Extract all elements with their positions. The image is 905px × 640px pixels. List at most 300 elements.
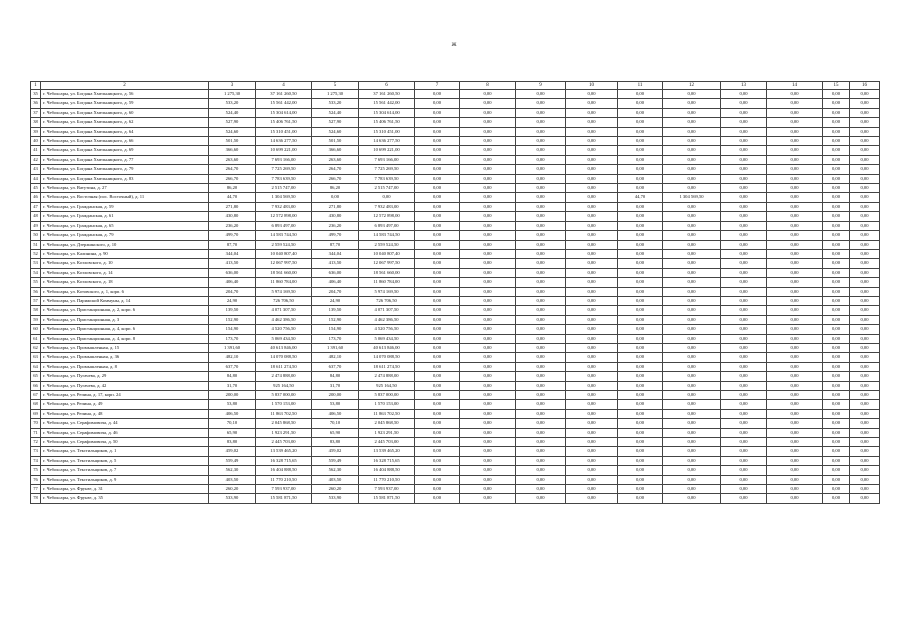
value-cell: 0,00 [415,146,460,155]
page-number: ж [451,40,457,48]
value-cell: 0,00 [721,184,767,193]
value-cell: 83,80 [209,438,256,447]
value-cell: 173,70 [312,334,359,343]
value-cell: 0,00 [566,249,618,258]
value-cell: 0,00 [663,409,721,418]
value-cell: 0,00 [663,325,721,334]
value-cell: 0,00 [460,315,516,324]
row-number-cell: 73 [31,447,41,456]
value-cell: 1 304 569,50 [663,193,721,202]
value-cell: 0,00 [767,362,823,371]
value-cell: 0,00 [850,221,880,230]
value-cell: 0,00 [850,409,880,418]
value-cell: 0,00 [823,343,850,352]
value-cell: 0,00 [415,475,460,484]
value-cell: 0,00 [823,494,850,503]
table-row [31,325,880,334]
table-row [31,118,880,127]
value-cell: 0,00 [566,306,618,315]
value-cell: 0,00 [823,212,850,221]
value-cell: 0,00 [850,165,880,174]
value-cell: 0,00 [823,334,850,343]
value-cell: 0,00 [663,447,721,456]
value-cell: 0,00 [850,240,880,249]
value-cell: 154,90 [312,325,359,334]
value-cell: 0,00 [767,165,823,174]
value-cell: 0,00 [516,202,566,211]
value-cell: 0,00 [823,428,850,437]
value-cell: 0,00 [850,184,880,193]
value-cell: 0,00 [850,137,880,146]
value-cell: 0,00 [721,155,767,164]
value-cell: 24,90 [209,296,256,305]
value-cell: 7 932 483,00 [256,202,312,211]
address-cell: г. Чебоксары, ул. Серафимовича, д. 46 [41,428,209,437]
column-number-cell: 14 [767,82,823,90]
value-cell: 0,00 [415,118,460,127]
address-cell: г. Чебоксары, ул. Богдана Хмельницкого, д. 60 [41,108,209,117]
column-number-cell: 3 [209,82,256,90]
value-cell: 459,02 [312,447,359,456]
value-cell: 0,00 [663,438,721,447]
value-cell: 7 783 639,50 [256,174,312,183]
value-cell: 0,00 [850,306,880,315]
value-cell: 0,00 [516,428,566,437]
value-cell: 0,00 [721,174,767,183]
value-cell: 0,00 [460,146,516,155]
value-cell: 15 561 442,00 [256,99,312,108]
value-cell: 264,70 [312,165,359,174]
value-cell: 0,00 [618,466,663,475]
value-cell: 1 923 291,50 [359,428,415,437]
value-cell: 44,70 [209,193,256,202]
value-cell: 0,00 [663,221,721,230]
value-cell: 0,00 [460,325,516,334]
value-cell: 5 069 434,50 [256,334,312,343]
value-cell: 0,00 [566,259,618,268]
value-cell: 0,00 [721,372,767,381]
value-cell: 2 445 703,00 [359,438,415,447]
value-cell: 0,00 [415,99,460,108]
value-cell: 0,00 [460,193,516,202]
value-cell: 501,50 [312,137,359,146]
value-cell: 0,00 [566,343,618,352]
value-cell: 0,00 [415,108,460,117]
value-cell: 0,00 [663,146,721,155]
value-cell: 15 304 614,00 [256,108,312,117]
value-cell: 83,80 [312,438,359,447]
row-number-cell: 35 [31,90,41,99]
row-number-cell: 50 [31,231,41,240]
value-cell: 0,00 [850,494,880,503]
value-cell: 0,00 [516,146,566,155]
value-cell: 0,00 [823,485,850,494]
value-cell: 0,00 [663,362,721,371]
value-cell: 0,00 [721,306,767,315]
value-cell: 5 974 169,50 [256,287,312,296]
value-cell: 726 706,50 [256,296,312,305]
value-cell: 0,00 [823,391,850,400]
value-cell: 501,50 [209,137,256,146]
row-number-cell: 51 [31,240,41,249]
value-cell: 0,00 [566,212,618,221]
value-cell: 15 406 761,50 [359,118,415,127]
value-cell: 562,30 [209,466,256,475]
value-cell: 0,00 [850,334,880,343]
table-row [31,202,880,211]
address-cell: г. Чебоксары, ул. Гражданская, д. 61 [41,212,209,221]
value-cell: 0,00 [767,99,823,108]
value-cell: 271,80 [209,202,256,211]
value-cell: 0,00 [516,165,566,174]
value-cell: 0,00 [850,362,880,371]
row-number-cell: 61 [31,334,41,343]
value-cell: 0,00 [663,184,721,193]
column-number-cell: 9 [516,82,566,90]
value-cell: 0,00 [566,231,618,240]
row-number-cell: 62 [31,343,41,352]
value-cell: 1 570 153,00 [359,400,415,409]
value-cell: 0,00 [415,193,460,202]
value-cell: 0,00 [663,174,721,183]
value-cell: 0,00 [516,343,566,352]
value-cell: 263,60 [209,155,256,164]
value-cell: 0,00 [721,118,767,127]
value-cell: 0,00 [767,400,823,409]
value-cell: 7 593 937,00 [359,485,415,494]
value-cell: 0,00 [460,381,516,390]
value-cell: 0,00 [663,456,721,465]
value-cell: 0,00 [663,165,721,174]
row-number-cell: 55 [31,278,41,287]
value-cell: 403,50 [312,475,359,484]
value-cell: 0,00 [566,174,618,183]
column-number-cell: 12 [663,82,721,90]
value-cell: 0,00 [721,475,767,484]
value-cell: 10 040 807,40 [256,249,312,258]
row-number-cell: 41 [31,146,41,155]
value-cell: 14 636 277,50 [256,137,312,146]
table-row [31,362,880,371]
value-cell: 0,00 [767,475,823,484]
value-cell: 0,00 [415,372,460,381]
data-table [30,81,880,504]
value-cell: 0,00 [415,278,460,287]
value-cell: 263,60 [312,155,359,164]
value-cell: 0,00 [516,381,566,390]
value-cell: 0,00 [460,456,516,465]
value-cell: 0,00 [721,485,767,494]
value-cell: 0,00 [721,221,767,230]
value-cell: 430,80 [209,212,256,221]
value-cell: 0,00 [663,99,721,108]
value-cell: 0,00 [516,325,566,334]
value-cell: 0,00 [767,259,823,268]
value-cell: 0,00 [767,249,823,258]
value-cell: 65,90 [209,428,256,437]
value-cell: 0,00 [516,174,566,183]
value-cell: 0,00 [516,315,566,324]
value-cell: 0,00 [516,353,566,362]
value-cell: 0,00 [460,409,516,418]
value-cell: 0,00 [415,447,460,456]
value-cell: 344,04 [312,249,359,258]
address-cell: г. Чебоксары, ул. Репина, д. 49 [41,400,209,409]
value-cell: 0,00 [566,391,618,400]
address-cell: г. Чебоксары, ул. Текстильщиков, д. 1 [41,447,209,456]
value-cell: 0,00 [767,409,823,418]
value-cell: 0,00 [460,306,516,315]
table-row [31,466,880,475]
value-cell: 0,00 [415,409,460,418]
value-cell: 0,00 [721,334,767,343]
value-cell: 0,00 [566,221,618,230]
value-cell: 18 611 274,50 [256,362,312,371]
value-cell: 0,00 [312,193,359,202]
value-cell: 0,00 [721,278,767,287]
value-cell: 7 693 166,00 [359,155,415,164]
value-cell: 0,00 [415,315,460,324]
table-row [31,428,880,437]
table-row [31,249,880,258]
value-cell: 0,00 [823,127,850,136]
value-cell: 0,00 [415,202,460,211]
value-cell: 636,00 [312,268,359,277]
row-number-cell: 71 [31,428,41,437]
value-cell: 0,00 [516,278,566,287]
row-number-cell: 74 [31,456,41,465]
table-row [31,231,880,240]
value-cell: 0,00 [823,325,850,334]
address-cell: г. Чебоксары, ул. Парижской Коммуны, д. 14 [41,296,209,305]
column-number-cell: 16 [850,82,880,90]
value-cell: 0,00 [618,372,663,381]
value-cell: 0,00 [566,362,618,371]
value-cell: 15 310 451,00 [359,127,415,136]
value-cell: 0,00 [721,400,767,409]
value-cell: 2 045 868,50 [359,419,415,428]
value-cell: 0,00 [460,400,516,409]
value-cell: 0,00 [850,212,880,221]
value-cell: 0,00 [767,278,823,287]
value-cell: 0,00 [516,249,566,258]
value-cell: 0,00 [850,466,880,475]
value-cell: 0,00 [618,456,663,465]
value-cell: 0,00 [415,90,460,99]
table-row [31,127,880,136]
table-row [31,315,880,324]
value-cell: 0,00 [823,165,850,174]
value-cell: 0,00 [850,296,880,305]
table-row [31,447,880,456]
value-cell: 0,00 [663,268,721,277]
address-cell: г. Чебоксары, ул. Ватутина, д. 27 [41,184,209,193]
value-cell: 1 275,30 [209,90,256,99]
value-cell: 0,00 [618,212,663,221]
value-cell: 0,00 [460,494,516,503]
value-cell: 0,00 [721,127,767,136]
value-cell: 0,00 [618,475,663,484]
table-row [31,174,880,183]
value-cell: 344,04 [209,249,256,258]
value-cell: 11 770 210,50 [359,475,415,484]
column-number-cell: 2 [41,82,209,90]
value-cell: 524,40 [312,108,359,117]
value-cell: 0,00 [850,174,880,183]
value-cell: 0,00 [618,165,663,174]
value-cell: 0,00 [460,174,516,183]
value-cell: 0,00 [566,409,618,418]
value-cell: 0,00 [823,372,850,381]
value-cell: 0,00 [823,306,850,315]
value-cell: 0,00 [566,268,618,277]
value-cell: 200,00 [209,391,256,400]
address-cell: г. Чебоксары, ул. Богдана Хмельницкого, д. 79 [41,165,209,174]
value-cell: 0,00 [460,428,516,437]
value-cell: 0,00 [850,155,880,164]
value-cell: 533,20 [312,99,359,108]
value-cell: 7 725 269,50 [359,165,415,174]
row-number-cell: 72 [31,438,41,447]
value-cell: 0,00 [850,99,880,108]
value-cell: 0,00 [850,325,880,334]
value-cell: 0,00 [767,494,823,503]
value-cell: 0,00 [663,212,721,221]
value-cell: 0,00 [460,221,516,230]
value-cell: 0,00 [618,343,663,352]
address-cell: г. Чебоксары, ул. Калинина, д. 90 [41,249,209,258]
value-cell: 0,00 [516,296,566,305]
value-cell: 0,00 [415,362,460,371]
value-cell: 0,00 [618,118,663,127]
value-cell: 0,00 [850,202,880,211]
value-cell: 0,00 [566,137,618,146]
value-cell: 0,00 [823,184,850,193]
value-cell: 0,00 [823,146,850,155]
table-row [31,485,880,494]
value-cell: 403,50 [209,475,256,484]
value-cell: 0,00 [516,372,566,381]
value-cell: 0,00 [850,127,880,136]
value-cell: 0,00 [460,287,516,296]
value-cell: 0,00 [721,353,767,362]
value-cell: 559,49 [209,456,256,465]
table-row [31,193,880,202]
value-cell: 0,00 [566,278,618,287]
value-cell: 0,00 [460,108,516,117]
value-cell: 0,00 [618,409,663,418]
value-cell: 0,00 [566,353,618,362]
value-cell: 0,00 [663,90,721,99]
value-cell: 0,00 [721,428,767,437]
value-cell: 0,00 [460,362,516,371]
value-cell: 0,00 [663,287,721,296]
value-cell: 0,00 [767,372,823,381]
value-cell: 5 837 000,00 [359,391,415,400]
value-cell: 0,00 [767,428,823,437]
table-row [31,108,880,117]
value-cell: 0,00 [767,202,823,211]
address-cell: г. Чебоксары, ул. Пристанционная, д. 4, корп. 6 [41,325,209,334]
value-cell: 562,30 [312,466,359,475]
address-cell: г. Чебоксары, ул. Промышленная, д. 8 [41,362,209,371]
table-row [31,334,880,343]
value-cell: 0,00 [460,90,516,99]
value-cell: 5 974 169,50 [359,287,415,296]
value-cell: 0,00 [823,466,850,475]
value-cell: 0,00 [721,409,767,418]
value-cell: 0,00 [460,212,516,221]
value-cell: 0,00 [618,334,663,343]
value-cell: 0,00 [767,325,823,334]
value-cell: 0,00 [850,353,880,362]
value-cell: 0,00 [460,296,516,305]
value-cell: 6 893 497,00 [359,221,415,230]
table-row [31,259,880,268]
value-cell: 260,20 [312,485,359,494]
address-cell: г. Чебоксары, ул. Пристанционная, д. 4, корп. 8 [41,334,209,343]
value-cell: 0,00 [721,456,767,465]
value-cell: 0,00 [460,485,516,494]
value-cell: 0,00 [850,456,880,465]
value-cell: 0,00 [721,137,767,146]
value-cell: 0,00 [618,362,663,371]
value-cell: 0,00 [721,494,767,503]
value-cell: 14 636 277,50 [359,137,415,146]
address-cell: г. Чебоксары, ул. Промышленная, д. 36 [41,353,209,362]
value-cell: 0,00 [516,447,566,456]
row-number-cell: 63 [31,353,41,362]
value-cell: 0,00 [618,325,663,334]
value-cell: 139,50 [312,306,359,315]
value-cell: 18 561 660,00 [256,268,312,277]
value-cell: 0,00 [663,494,721,503]
value-cell: 0,00 [566,325,618,334]
value-cell: 0,00 [460,343,516,352]
value-cell: 0,00 [767,212,823,221]
address-cell: г. Чебоксары, ул. Пугачева, д. 42 [41,381,209,390]
value-cell: 0,00 [566,494,618,503]
address-cell: г. Чебоксары, ул. Серафимовича, д. 50 [41,438,209,447]
value-cell: 0,00 [618,381,663,390]
value-cell: 0,00 [663,249,721,258]
value-cell: 524,60 [312,127,359,136]
value-cell: 37 161 260,50 [359,90,415,99]
value-cell: 0,00 [618,240,663,249]
value-cell: 10 699 221,00 [256,146,312,155]
value-cell: 0,00 [460,447,516,456]
row-number-cell: 52 [31,249,41,258]
value-cell: 406,40 [312,278,359,287]
value-cell: 0,00 [566,485,618,494]
value-cell: 0,00 [460,268,516,277]
value-cell: 0,00 [566,165,618,174]
value-cell: 0,00 [663,391,721,400]
value-cell: 7 932 483,00 [359,202,415,211]
value-cell: 0,00 [618,278,663,287]
table-row [31,155,880,164]
value-cell: 2 474 888,00 [359,372,415,381]
value-cell: 84,80 [312,372,359,381]
value-cell: 0,00 [767,334,823,343]
value-cell: 15 406 761,50 [256,118,312,127]
value-cell: 0,00 [460,259,516,268]
value-cell: 637,70 [209,362,256,371]
row-number-cell: 78 [31,494,41,503]
value-cell: 37 161 260,50 [256,90,312,99]
value-cell: 2 045 868,50 [256,419,312,428]
value-cell: 24,90 [312,296,359,305]
